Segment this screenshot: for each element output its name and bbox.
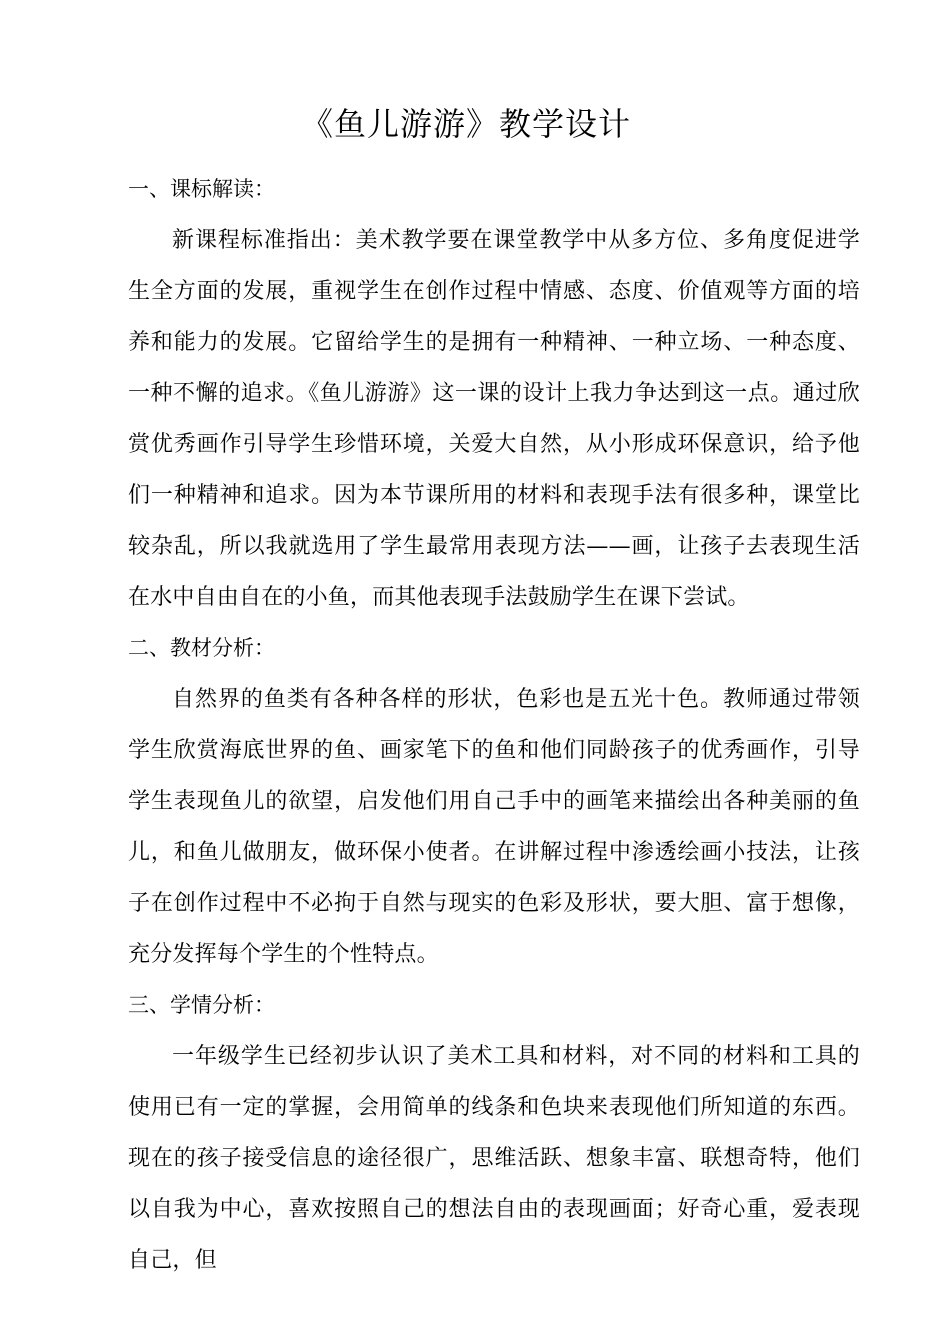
section-paragraph: 一年级学生已经初步认识了美术工具和材料，对不同的材料和工具的使用已有一定的掌握，会用简单的线条和色块来表现他们所知道的东西。现在的孩子接受信息的途径很广，思维活跃、想象丰富、联想奇特，他们以自我为中心，喜欢按照自己的想法自由的表现画面；好奇心重，爱表现自己，但	[128, 1044, 860, 1273]
document-title: 《鱼儿游游》教学设计	[300, 105, 631, 143]
document-body	[128, 164, 860, 1286]
section-paragraph: 新课程标准指出：美术教学要在课堂教学中从多方位、多角度促进学生全方面的发展，重视学生在创作过程中情感、态度、价值观等方面的培养和能力的发展。它留给学生的是拥有一种精神、一种立场、一种态度、一种不懈的追求。《鱼儿游游》这一课的设计上我力争达到这一点。通过欣赏优秀画作引导学生珍惜环境，关爱大自然，从小形成环保意识，给予他们一种精神和追求。因为本节课所用的材料和表现手法有很多种，课堂比较杂乱，所以我就选用了学生最常用表现方法——画，让孩子去表现生活在水中自由自在的小鱼，而其他表现手法鼓励学生在课下尝试。	[128, 228, 860, 610]
section-student-analysis	[128, 980, 860, 1286]
section-heading: 二、教材分析：	[128, 636, 275, 660]
section-textbook-analysis	[128, 623, 860, 980]
section-curriculum-standard	[128, 164, 860, 623]
section-heading: 三、学情分析：	[128, 993, 275, 1017]
section-heading: 一、课标解读：	[128, 177, 275, 201]
section-paragraph: 自然界的鱼类有各种各样的形状，色彩也是五光十色。教师通过带领学生欣赏海底世界的鱼、画家笔下的鱼和他们同龄孩子的优秀画作，引导学生表现鱼儿的欲望，启发他们用自己手中的画笔来描绘出各种美丽的鱼儿，和鱼儿做朋友，做环保小使者。在讲解过程中渗透绘画小技法，让孩子在创作过程中不必拘于自然与现实的色彩及形状，要大胆、富于想像，充分发挥每个学生的个性特点。	[128, 687, 860, 967]
